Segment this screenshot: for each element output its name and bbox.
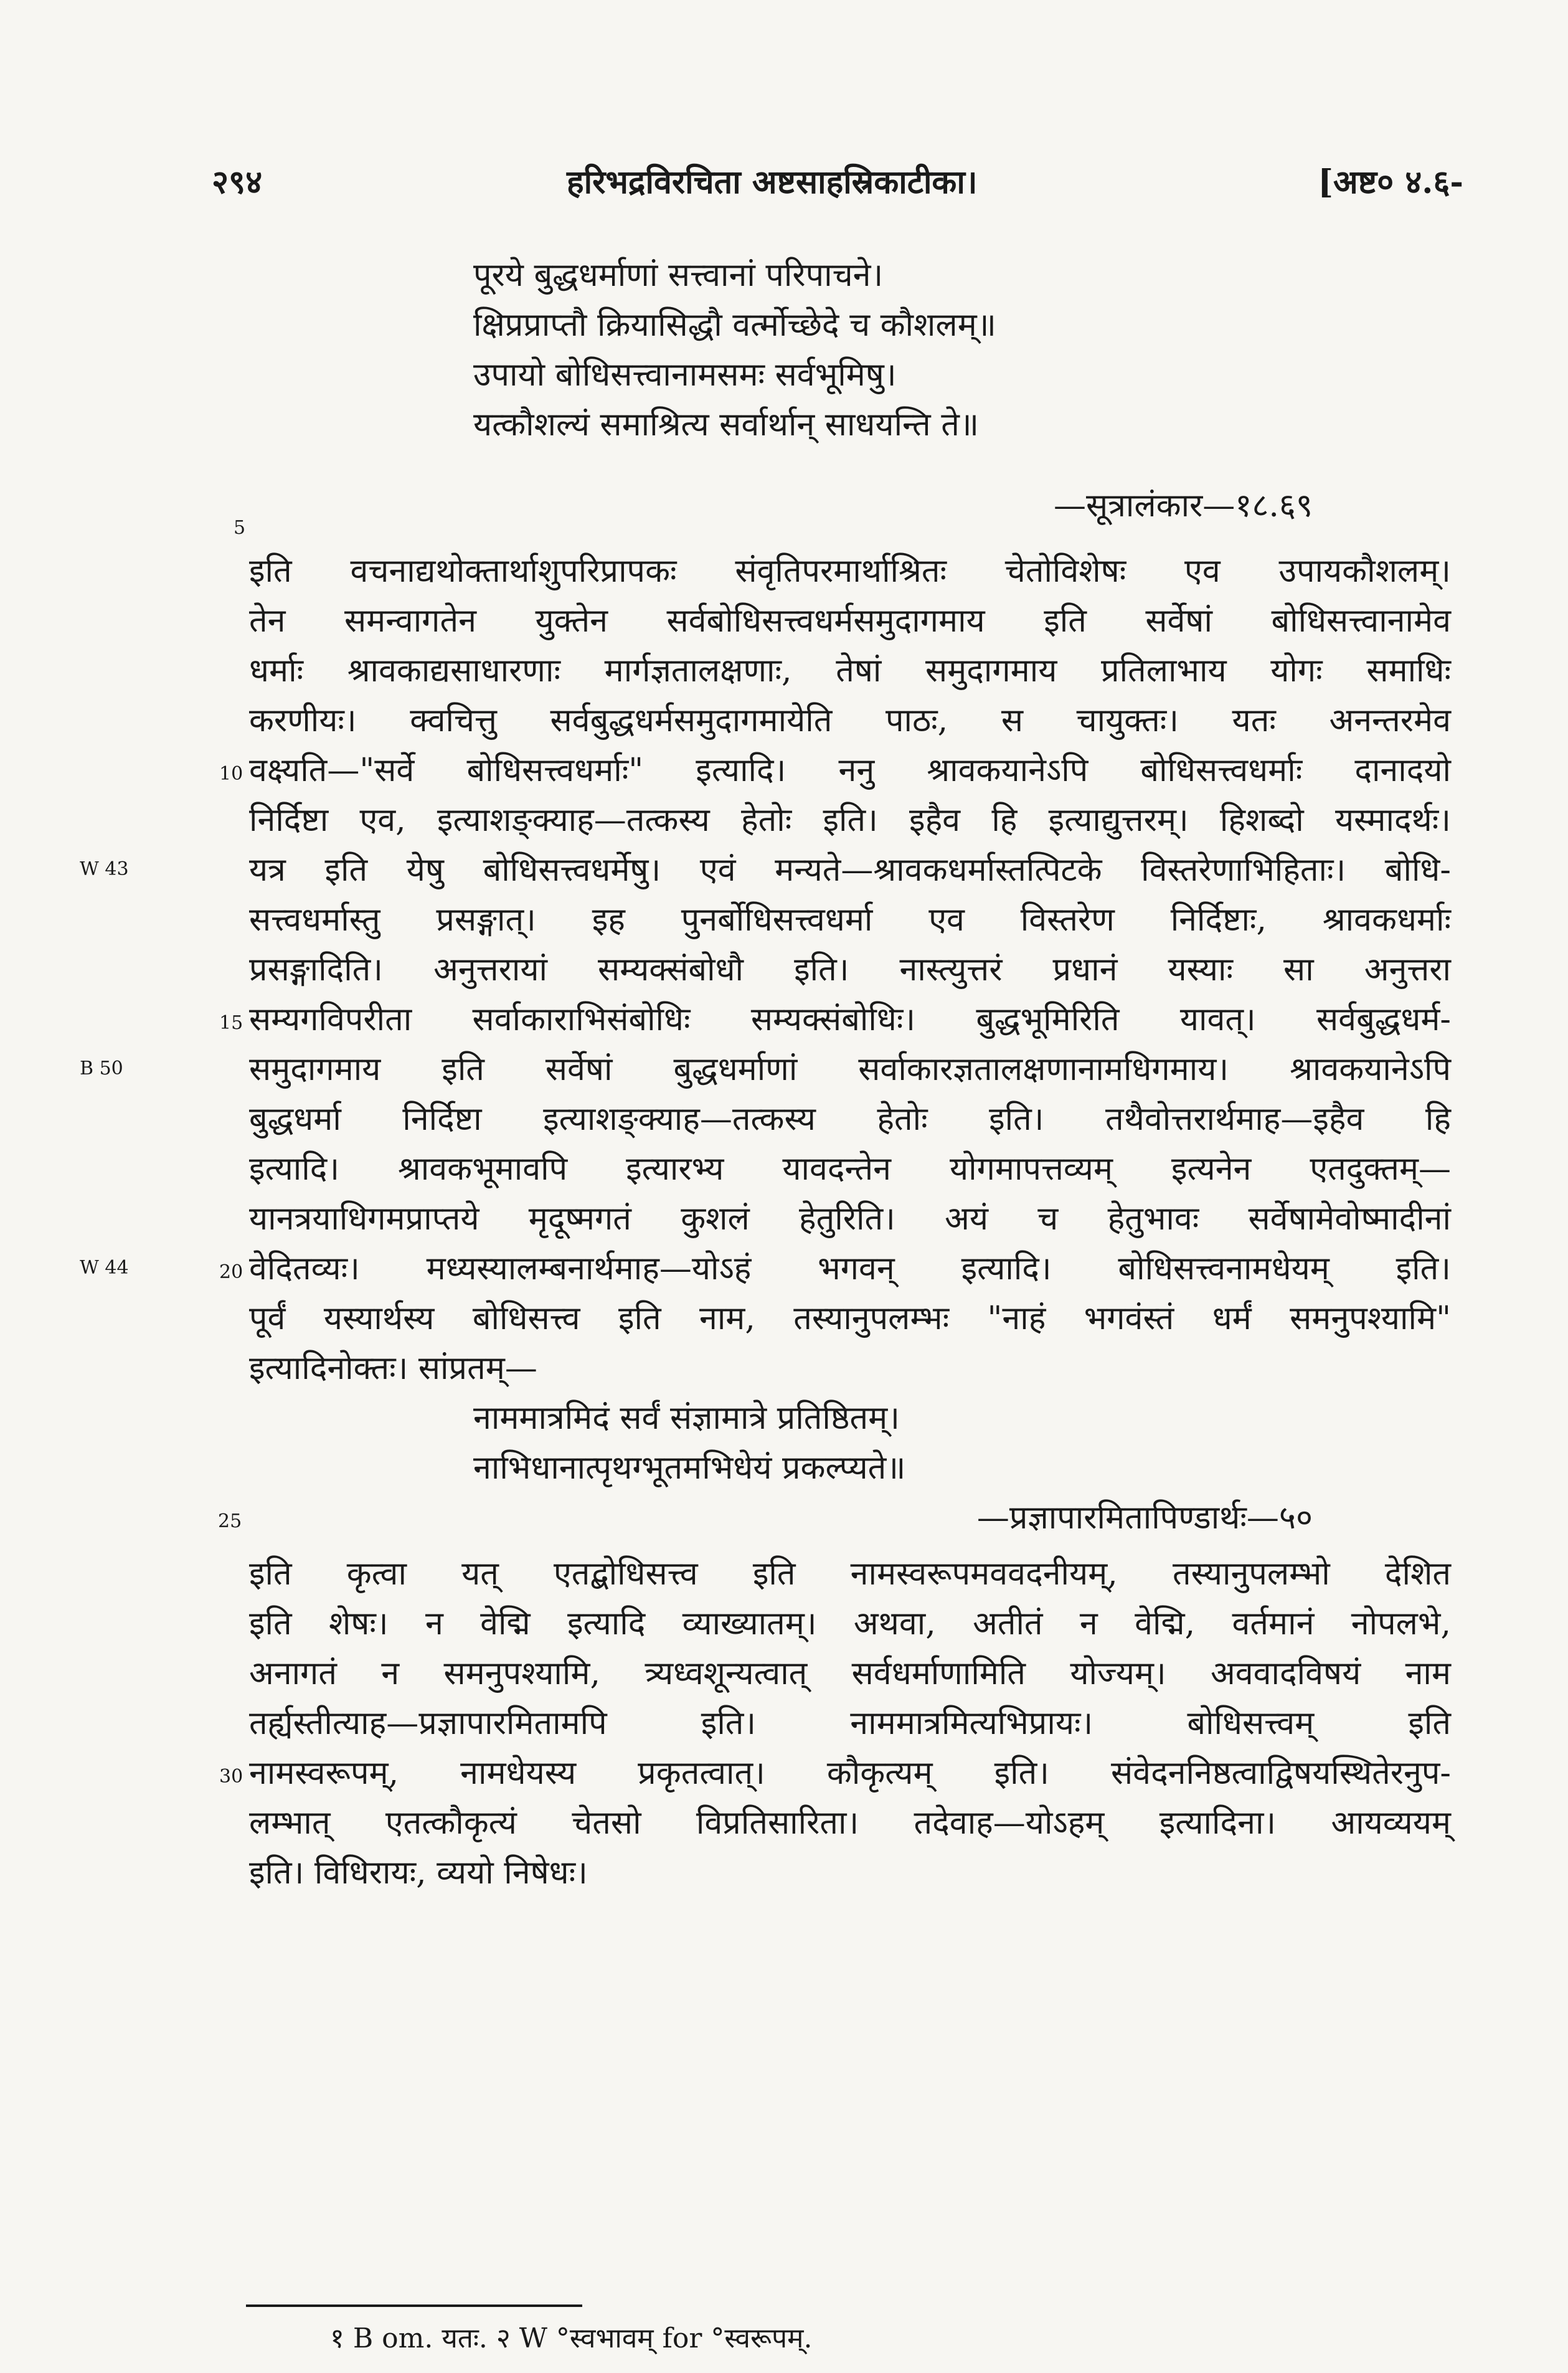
verse-line: नाममात्रमिदं सर्वं संज्ञामात्रे प्रतिष्ठितम्। <box>473 1400 900 1437</box>
line-number: 25 <box>218 1510 242 1532</box>
body-line: करणीयः। क्वचित्तु सर्वबुद्धधर्मसमुदागमायेति पाठः, स चायुक्तः। यतः अनन्तरमेव <box>249 702 1451 739</box>
verse-line: क्षिप्रप्राप्तौ क्रियासिद्धौ वर्त्मोच्छेदे च कौशलम्॥ <box>473 306 996 344</box>
body-line: तर्ह्यस्तीत्याह—प्रज्ञापारमितामपि इति। नाममात्रमित्यभिप्रायः। बोधिसत्त्वम् इति <box>249 1705 1451 1742</box>
body-line: वक्ष्यति—"सर्वे बोधिसत्त्वधर्माः" इत्यादि। ननु श्रावकयानेऽपि बोधिसत्त्वधर्माः दानादयो <box>249 752 1451 789</box>
body-line: अनागतं न समनुपश्यामि, त्र्यध्वशून्यत्वात् सर्वधर्माणामिति योज्यम्। अववादविषयं नाम <box>249 1655 1451 1692</box>
body-line: इति कृत्वा यत् एतद्बोधिसत्त्व इति नामस्वरूपमववदनीयम्, तस्यानुपलम्भो देशित <box>249 1555 1451 1593</box>
citation: —सूत्रालंकार—१८.६९ <box>1054 487 1313 524</box>
page-number: २९४ <box>212 163 263 201</box>
citation: —प्रज्ञापारमितापिण्डार्थः—५० <box>976 1499 1313 1537</box>
page-header <box>212 159 1463 209</box>
body-line: इत्यादिनोक्तः। सांप्रतम्— <box>249 1350 537 1387</box>
body-line: इति शेषः। न वेद्मि इत्यादि व्याख्यातम्। अथवा, अतीतं न वेद्मि, वर्तमानं नोपलभे, <box>249 1605 1451 1642</box>
body-line: सत्त्वधर्मास्तु प्रसङ्गात्। इह पुनर्बोधिसत्त्वधर्मा एव विस्तरेण निर्दिष्टाः, श्रावकधर्माः <box>249 901 1451 939</box>
body-line: सम्यगविपरीता सर्वाकाराभिसंबोधिः सम्यक्संबोधिः। बुद्धभूमिरिति यावत्। सर्वबुद्धधर्म- <box>249 1001 1451 1038</box>
body-line: इति। विधिरायः, व्ययो निषेधः। <box>249 1854 588 1892</box>
line-number: 30 <box>219 1766 243 1788</box>
running-title: हरिभद्रविरचिता अष्टसाहस्रिकाटीका। <box>567 163 978 201</box>
body-line: यानत्रयाधिगमप्राप्तये मृदूष्मगतं कुशलं हेतुरिति। अयं च हेतुभावः सर्वेषामेवोष्मादीनां <box>249 1200 1451 1238</box>
body-line: धर्माः श्रावकाद्यसाधारणाः मार्गज्ञतालक्षणाः, तेषां समुदागमाय प्रतिलाभाय योगः समाधिः <box>249 652 1451 689</box>
body-line: इति वचनाद्यथोक्तार्थाशुपरिप्रापकः संवृतिपरमार्थाश्रितः चेतोविशेषः एव उपायकौशलम्। <box>249 552 1451 590</box>
verse-line: उपायो बोधिसत्त्वानामसमः सर्वभूमिषु। <box>473 356 897 394</box>
verse-line: यत्कौशल्यं समाश्रित्य सर्वार्थान् साधयन्ति ते॥ <box>473 406 980 443</box>
footnote-rule <box>246 2304 582 2307</box>
margin-note: B 50 <box>80 1058 123 1079</box>
body-line: प्रसङ्गादिति। अनुत्तरायां सम्यक्संबोधौ इति। नास्त्युत्तरं प्रधानं यस्याः सा अनुत्तरा <box>249 951 1451 988</box>
body-line: तेन समन्वागतेन युक्तेन सर्वबोधिसत्त्वधर्मसमुदागमाय इति सर्वेषां बोधिसत्त्वानामेव <box>249 602 1451 640</box>
line-number: 15 <box>219 1012 243 1034</box>
body-line: निर्दिष्टा एव, इत्याशङ्क्याह—तत्कस्य हेतोः इति। इहैव हि इत्याद्युत्तरम्। हिशब्दो यस्मादर्थः। <box>249 802 1451 839</box>
body-line: यत्र इति येषु बोधिसत्त्वधर्मेषु। एवं मन्यते—श्रावकधर्मास्तत्पिटके विस्तरेणाभिहिताः। बोधि- <box>249 851 1451 889</box>
line-number: 20 <box>219 1261 243 1283</box>
margin-note: W 44 <box>80 1257 129 1279</box>
body-line: इत्यादि। श्रावकभूमावपि इत्यारभ्य यावदन्तेन योगमापत्तव्यम् इत्यनेन एतदुक्तम्— <box>249 1150 1451 1188</box>
body-line: लम्भात् एतत्कौकृत्यं चेतसो विप्रतिसारिता। तदेवाह—योऽहम् इत्यादिना। आयव्ययम् <box>249 1804 1451 1842</box>
section-reference: [अष्ट० ४.६- <box>1318 163 1463 201</box>
body-line: पूर्वं यस्यार्थस्य बोधिसत्त्व इति नाम, तस्यानुपलम्भः "नाहं भगवंस्तं धर्मं समनुपश्यामि" <box>249 1300 1451 1337</box>
body-line: समुदागमाय इति सर्वेषां बुद्धधर्माणां सर्वाकारज्ञतालक्षणानामधिगमाय। श्रावकयानेऽपि <box>249 1051 1451 1088</box>
line-number: 5 <box>234 517 246 539</box>
body-line: नामस्वरूपम्, नामधेयस्य प्रकृतत्वात्। कौकृत्यम् इति। संवेदननिष्ठत्वाद्विषयस्थितेरनुप- <box>249 1755 1451 1792</box>
footnote: १ B om. यतः. २ W °स्वभावम् for °स्वरूपम्. <box>330 2323 813 2354</box>
body-line: वेदितव्यः। मध्यस्यालम्बनार्थमाह—योऽहं भगवन् इत्यादि। बोधिसत्त्वनामधेयम् इति। <box>249 1250 1451 1287</box>
verse-line: पूरये बुद्धधर्माणां सत्त्वानां परिपाचने। <box>473 257 884 294</box>
verse-line: नाभिधानात्पृथग्भूतमभिधेयं प्रकल्प्यते॥ <box>473 1449 906 1487</box>
body-line: बुद्धधर्मा निर्दिष्टा इत्याशङ्क्याह—तत्कस्य हेतोः इति। तथैवोत्तरार्थमाह—इहैव हि <box>249 1101 1451 1138</box>
margin-note: W 43 <box>80 858 129 880</box>
line-number: 10 <box>219 763 243 785</box>
